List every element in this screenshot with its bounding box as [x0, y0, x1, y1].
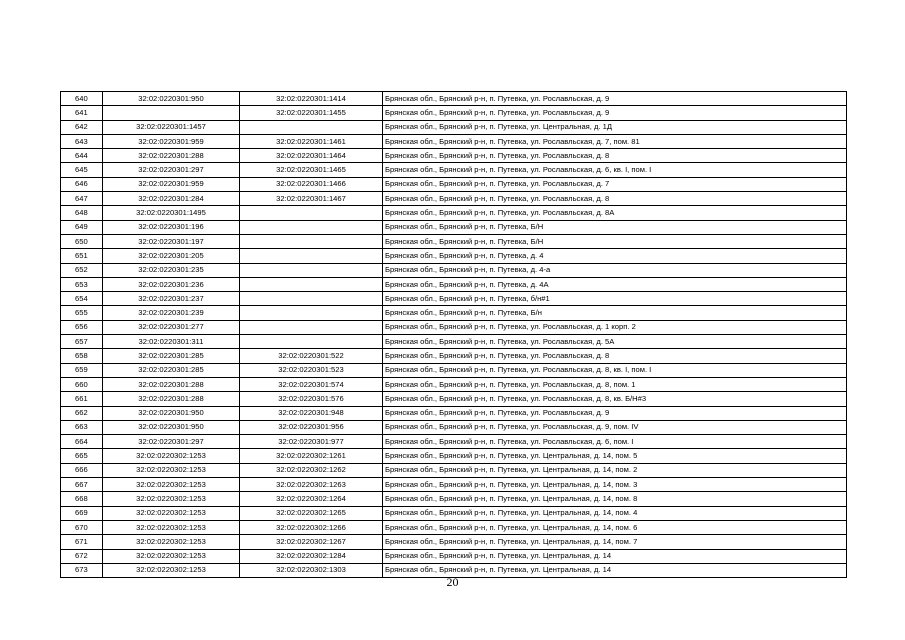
table-row	[61, 234, 847, 248]
cadastral-number-cell: 32:02:0220302:1253	[103, 506, 240, 520]
address-cell: Брянская обл., Брянский р-н, п. Путевка, ул. Рославльская, д. 7	[383, 177, 847, 191]
table-row	[61, 120, 847, 134]
row-number-cell: 644	[61, 149, 103, 163]
cadastral-number-cell: 32:02:0220302:1253	[103, 449, 240, 463]
row-number-cell: 671	[61, 535, 103, 549]
cadastral-number-cell: 32:02:0220301:1495	[103, 206, 240, 220]
row-number-cell: 655	[61, 306, 103, 320]
row-number-cell: 640	[61, 92, 103, 106]
cadastral-number-cell: 32:02:0220301:284	[103, 192, 240, 206]
cadastral-number-cell	[103, 106, 240, 120]
table-row	[61, 520, 847, 534]
table-body	[61, 92, 847, 578]
table-row	[61, 435, 847, 449]
cadastral-number-cell: 32:02:0220301:196	[103, 220, 240, 234]
linked-cadastral-number-cell: 32:02:0220301:1455	[240, 106, 383, 120]
linked-cadastral-number-cell: 32:02:0220302:1267	[240, 535, 383, 549]
address-cell: Брянская обл., Брянский р-н, п. Путевка, ул. Рославльская, д. 1 корп. 2	[383, 320, 847, 334]
linked-cadastral-number-cell: 32:02:0220302:1266	[240, 520, 383, 534]
address-cell: Брянская обл., Брянский р-н, п. Путевка, ул. Рославльская, д. 8	[383, 149, 847, 163]
address-cell: Брянская обл., Брянский р-н, п. Путевка, ул. Рославльская, д. 8, кв. I, пом. I	[383, 363, 847, 377]
table-row	[61, 478, 847, 492]
address-cell: Брянская обл., Брянский р-н, п. Путевка, ул. Рославльская, д. 7, пом. 81	[383, 134, 847, 148]
table-row	[61, 392, 847, 406]
linked-cadastral-number-cell: 32:02:0220302:1262	[240, 463, 383, 477]
linked-cadastral-number-cell	[240, 306, 383, 320]
table-row	[61, 192, 847, 206]
linked-cadastral-number-cell: 32:02:0220301:1467	[240, 192, 383, 206]
linked-cadastral-number-cell: 32:02:0220302:1263	[240, 478, 383, 492]
cadastral-number-cell: 32:02:0220301:285	[103, 363, 240, 377]
address-cell: Брянская обл., Брянский р-н, п. Путевка, б/н#1	[383, 292, 847, 306]
table-row	[61, 449, 847, 463]
linked-cadastral-number-cell: 32:02:0220301:522	[240, 349, 383, 363]
table-row	[61, 463, 847, 477]
linked-cadastral-number-cell: 32:02:0220302:1265	[240, 506, 383, 520]
cadastral-number-cell: 32:02:0220301:311	[103, 335, 240, 349]
table-row	[61, 549, 847, 563]
linked-cadastral-number-cell: 32:02:0220302:1261	[240, 449, 383, 463]
linked-cadastral-number-cell: 32:02:0220302:1264	[240, 492, 383, 506]
row-number-cell: 654	[61, 292, 103, 306]
address-cell: Брянская обл., Брянский р-н, п. Путевка, ул. Центральная, д. 14, пом. 3	[383, 478, 847, 492]
cadastral-number-cell: 32:02:0220301:950	[103, 420, 240, 434]
table-row	[61, 506, 847, 520]
address-cell: Брянская обл., Брянский р-н, п. Путевка, ул. Рославльская, д. 8, пом. 1	[383, 377, 847, 391]
cadastral-number-cell: 32:02:0220301:235	[103, 263, 240, 277]
cadastral-number-cell: 32:02:0220301:239	[103, 306, 240, 320]
table-row	[61, 206, 847, 220]
row-number-cell: 652	[61, 263, 103, 277]
linked-cadastral-number-cell	[240, 120, 383, 134]
row-number-cell: 672	[61, 549, 103, 563]
cadastral-number-cell: 32:02:0220301:237	[103, 292, 240, 306]
cadastral-number-cell: 32:02:0220301:959	[103, 177, 240, 191]
table-row	[61, 306, 847, 320]
cadastral-number-cell: 32:02:0220301:205	[103, 249, 240, 263]
row-number-cell: 665	[61, 449, 103, 463]
row-number-cell: 660	[61, 377, 103, 391]
cadastral-number-cell: 32:02:0220302:1253	[103, 492, 240, 506]
address-cell: Брянская обл., Брянский р-н, п. Путевка, ул. Центральная, д. 14, пом. 8	[383, 492, 847, 506]
cadastral-number-cell: 32:02:0220302:1253	[103, 478, 240, 492]
table-row	[61, 349, 847, 363]
row-number-cell: 666	[61, 463, 103, 477]
row-number-cell: 656	[61, 320, 103, 334]
table-row	[61, 277, 847, 291]
address-cell: Брянская обл., Брянский р-н, п. Путевка, ул. Рославльская, д. 8	[383, 349, 847, 363]
row-number-cell: 647	[61, 192, 103, 206]
cadastral-number-cell: 32:02:0220302:1253	[103, 549, 240, 563]
cadastral-number-cell: 32:02:0220302:1253	[103, 463, 240, 477]
linked-cadastral-number-cell: 32:02:0220301:574	[240, 377, 383, 391]
row-number-cell: 651	[61, 249, 103, 263]
address-cell: Брянская обл., Брянский р-н, п. Путевка, ул. Рославльская, д. 9	[383, 106, 847, 120]
address-cell: Брянская обл., Брянский р-н, п. Путевка, ул. Рославльская, д. 5А	[383, 335, 847, 349]
table-row	[61, 163, 847, 177]
table-row	[61, 335, 847, 349]
cadastral-number-cell: 32:02:0220301:197	[103, 234, 240, 248]
cadastral-number-cell: 32:02:0220301:288	[103, 392, 240, 406]
address-cell: Брянская обл., Брянский р-н, п. Путевка, ул. Рославльская, д. 9	[383, 92, 847, 106]
table-row	[61, 249, 847, 263]
linked-cadastral-number-cell	[240, 234, 383, 248]
cadastral-number-cell: 32:02:0220301:285	[103, 349, 240, 363]
address-cell: Брянская обл., Брянский р-н, п. Путевка, ул. Рославльская, д. 8, кв. Б/Н#3	[383, 392, 847, 406]
row-number-cell: 648	[61, 206, 103, 220]
cadastral-number-cell: 32:02:0220301:288	[103, 377, 240, 391]
table-row	[61, 220, 847, 234]
cadastral-number-cell: 32:02:0220301:288	[103, 149, 240, 163]
table-row	[61, 363, 847, 377]
address-cell: Брянская обл., Брянский р-н, п. Путевка, ул. Центральная, д. 14, пом. 7	[383, 535, 847, 549]
row-number-cell: 663	[61, 420, 103, 434]
table-row	[61, 177, 847, 191]
linked-cadastral-number-cell: 32:02:0220301:956	[240, 420, 383, 434]
linked-cadastral-number-cell	[240, 249, 383, 263]
linked-cadastral-number-cell: 32:02:0220301:1465	[240, 163, 383, 177]
linked-cadastral-number-cell	[240, 220, 383, 234]
address-cell: Брянская обл., Брянский р-н, п. Путевка, д. 4-а	[383, 263, 847, 277]
table-row	[61, 149, 847, 163]
row-number-cell: 667	[61, 478, 103, 492]
cadastral-number-cell: 32:02:0220301:236	[103, 277, 240, 291]
table-row	[61, 134, 847, 148]
row-number-cell: 673	[61, 563, 103, 577]
linked-cadastral-number-cell	[240, 292, 383, 306]
cadastral-number-cell: 32:02:0220302:1253	[103, 520, 240, 534]
row-number-cell: 643	[61, 134, 103, 148]
row-number-cell: 650	[61, 234, 103, 248]
table-row	[61, 535, 847, 549]
row-number-cell: 659	[61, 363, 103, 377]
table-row	[61, 263, 847, 277]
address-cell: Брянская обл., Брянский р-н, п. Путевка, д. 4	[383, 249, 847, 263]
linked-cadastral-number-cell: 32:02:0220301:948	[240, 406, 383, 420]
table-row	[61, 320, 847, 334]
row-number-cell: 646	[61, 177, 103, 191]
table-row	[61, 377, 847, 391]
table-row	[61, 492, 847, 506]
table-row	[61, 292, 847, 306]
row-number-cell: 641	[61, 106, 103, 120]
address-cell: Брянская обл., Брянский р-н, п. Путевка, ул. Центральная, д. 14, пом. 4	[383, 506, 847, 520]
row-number-cell: 642	[61, 120, 103, 134]
linked-cadastral-number-cell: 32:02:0220301:1414	[240, 92, 383, 106]
linked-cadastral-number-cell: 32:02:0220301:1461	[240, 134, 383, 148]
address-cell: Брянская обл., Брянский р-н, п. Путевка, ул. Рославльская, д. 6, кв. I, пом. I	[383, 163, 847, 177]
address-cell: Брянская обл., Брянский р-н, п. Путевка, ул. Рославльская, д. 9	[383, 406, 847, 420]
address-cell: Брянская обл., Брянский р-н, п. Путевка, ул. Рославльская, д. 8А	[383, 206, 847, 220]
address-cell: Брянская обл., Брянский р-н, п. Путевка, ул. Рославльская, д. 6, пом. I	[383, 435, 847, 449]
cadastral-table	[60, 91, 847, 578]
row-number-cell: 661	[61, 392, 103, 406]
table-row	[61, 420, 847, 434]
row-number-cell: 664	[61, 435, 103, 449]
linked-cadastral-number-cell: 32:02:0220301:576	[240, 392, 383, 406]
cadastral-number-cell: 32:02:0220301:959	[103, 134, 240, 148]
address-cell: Брянская обл., Брянский р-н, п. Путевка, д. 4А	[383, 277, 847, 291]
linked-cadastral-number-cell	[240, 320, 383, 334]
table-row	[61, 92, 847, 106]
linked-cadastral-number-cell: 32:02:0220302:1303	[240, 563, 383, 577]
table-row	[61, 106, 847, 120]
cadastral-number-cell: 32:02:0220301:950	[103, 406, 240, 420]
row-number-cell: 649	[61, 220, 103, 234]
address-cell: Брянская обл., Брянский р-н, п. Путевка, ул. Центральная, д. 14, пом. 6	[383, 520, 847, 534]
row-number-cell: 662	[61, 406, 103, 420]
row-number-cell: 658	[61, 349, 103, 363]
address-cell: Брянская обл., Брянский р-н, п. Путевка, ул. Рославльская, д. 8	[383, 192, 847, 206]
linked-cadastral-number-cell	[240, 206, 383, 220]
address-cell: Брянская обл., Брянский р-н, п. Путевка, ул. Центральная, д. 1Д	[383, 120, 847, 134]
cadastral-number-cell: 32:02:0220301:297	[103, 163, 240, 177]
cadastral-number-cell: 32:02:0220301:277	[103, 320, 240, 334]
address-cell: Брянская обл., Брянский р-н, п. Путевка, Б/н	[383, 306, 847, 320]
row-number-cell: 653	[61, 277, 103, 291]
linked-cadastral-number-cell: 32:02:0220301:1464	[240, 149, 383, 163]
linked-cadastral-number-cell	[240, 263, 383, 277]
cadastral-number-cell: 32:02:0220302:1253	[103, 563, 240, 577]
linked-cadastral-number-cell: 32:02:0220301:1466	[240, 177, 383, 191]
address-cell: Брянская обл., Брянский р-н, п. Путевка, Б/Н	[383, 220, 847, 234]
page-number: 20	[446, 575, 459, 589]
address-cell: Брянская обл., Брянский р-н, п. Путевка, ул. Центральная, д. 14, пом. 2	[383, 463, 847, 477]
address-cell: Брянская обл., Брянский р-н, п. Путевка, ул. Рославльская, д. 9, пом. IV	[383, 420, 847, 434]
table-row	[61, 406, 847, 420]
linked-cadastral-number-cell: 32:02:0220302:1284	[240, 549, 383, 563]
row-number-cell: 657	[61, 335, 103, 349]
row-number-cell: 670	[61, 520, 103, 534]
cadastral-number-cell: 32:02:0220301:1457	[103, 120, 240, 134]
cadastral-number-cell: 32:02:0220301:297	[103, 435, 240, 449]
address-cell: Брянская обл., Брянский р-н, п. Путевка, Б/Н	[383, 234, 847, 248]
linked-cadastral-number-cell	[240, 277, 383, 291]
row-number-cell: 669	[61, 506, 103, 520]
row-number-cell: 668	[61, 492, 103, 506]
row-number-cell: 645	[61, 163, 103, 177]
cadastral-number-cell: 32:02:0220301:950	[103, 92, 240, 106]
linked-cadastral-number-cell: 32:02:0220301:977	[240, 435, 383, 449]
address-cell: Брянская обл., Брянский р-н, п. Путевка, ул. Центральная, д. 14, пом. 5	[383, 449, 847, 463]
cadastral-number-cell: 32:02:0220302:1253	[103, 535, 240, 549]
linked-cadastral-number-cell: 32:02:0220301:523	[240, 363, 383, 377]
address-cell: Брянская обл., Брянский р-н, п. Путевка, ул. Центральная, д. 14	[383, 549, 847, 563]
linked-cadastral-number-cell	[240, 335, 383, 349]
address-cell: Брянская обл., Брянский р-н, п. Путевка, ул. Центральная, д. 14	[383, 563, 847, 577]
